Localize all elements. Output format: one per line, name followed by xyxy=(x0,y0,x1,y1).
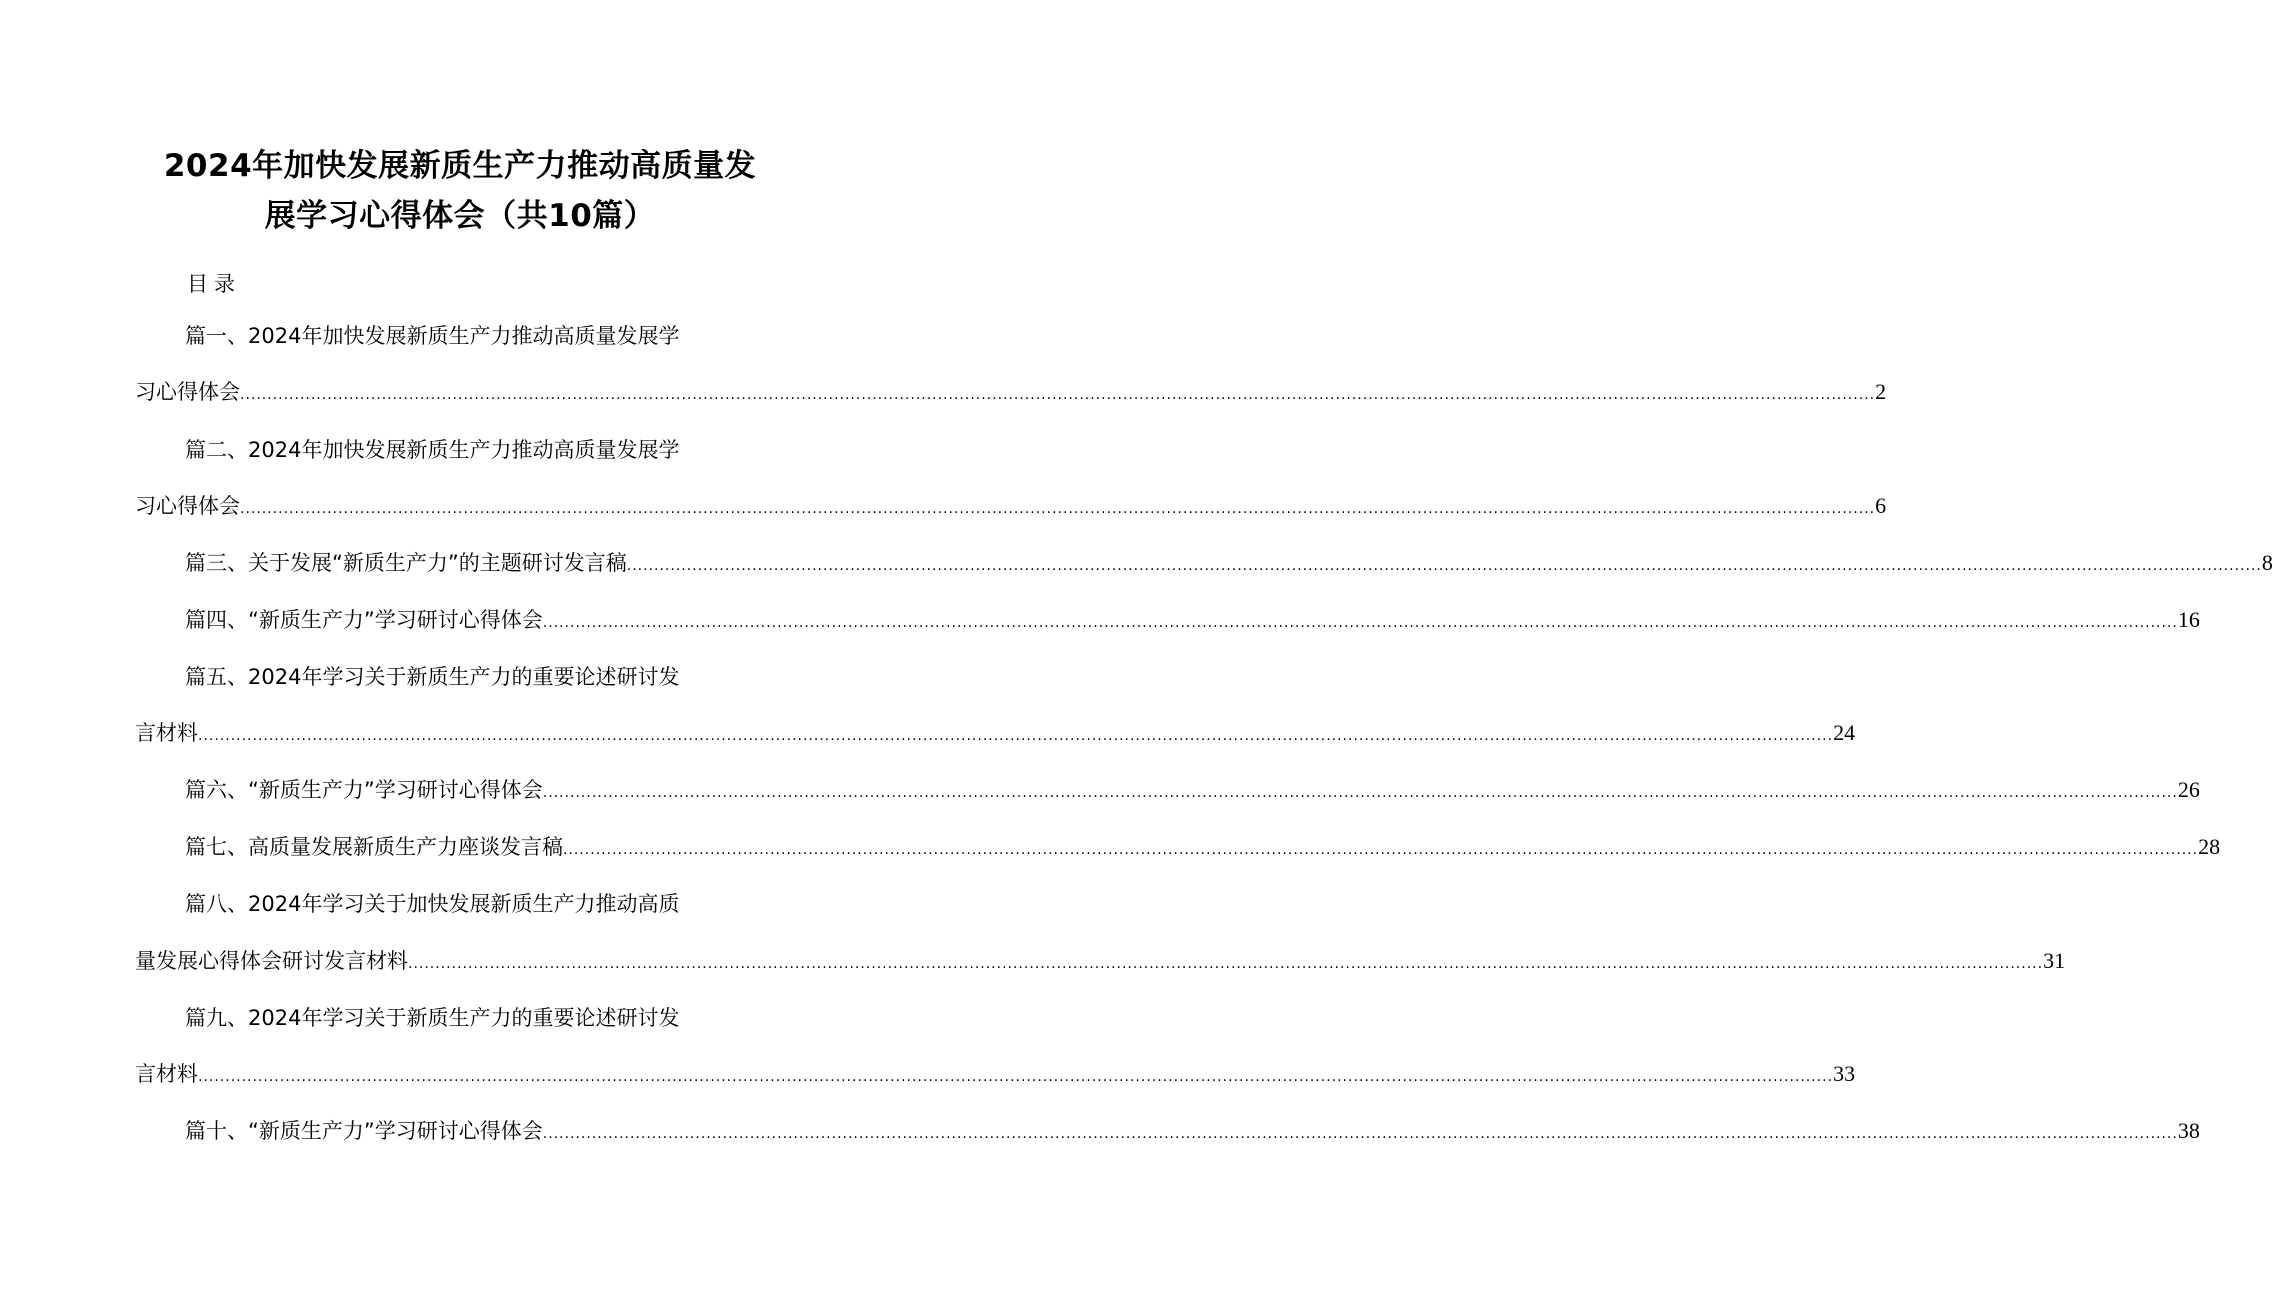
leader-dots: ............................................................................................................................................................................................................................................................................................................ xyxy=(198,1069,1834,1085)
toc-entry-7[interactable] xyxy=(185,832,2221,862)
toc-heading: 目录 xyxy=(187,272,241,296)
document-title-line-2: 展学习心得体会（共10篇） xyxy=(264,198,656,234)
toc-page-number: 28 xyxy=(2198,834,2221,859)
toc-page-number: 26 xyxy=(2177,777,2200,802)
document-title-line-1: 2024年加快发展新质生产力推动高质量发 xyxy=(163,148,757,184)
toc-entry-4[interactable] xyxy=(185,605,2200,635)
leader-dots: ............................................................................................................................................................................................................................................................................................................ xyxy=(240,387,1876,403)
toc-page-number: 8 xyxy=(2261,550,2273,575)
leader-dots: ............................................................................................................................................................................................................................................................................................................ xyxy=(626,558,2262,574)
toc-page-number: 31 xyxy=(2043,948,2066,973)
toc-entry-10[interactable] xyxy=(185,1116,2200,1146)
toc-page-number: 6 xyxy=(1875,493,1887,518)
toc-entry-5-line-1[interactable]: 篇五、2024年学习关于新质生产力的重要论述研讨发 xyxy=(185,665,680,689)
toc-entry-1-line-1[interactable]: 篇一、2024年加快发展新质生产力推动高质量发展学 xyxy=(185,324,680,348)
toc-entry-title: 量发展心得体会研讨发言材料 xyxy=(135,949,408,973)
toc-page-number: 16 xyxy=(2177,607,2200,632)
toc-entry-title: 言材料 xyxy=(135,1062,198,1086)
toc-entry-2-line-2[interactable] xyxy=(135,491,1887,521)
toc-entry-title: 篇七、高质量发展新质生产力座谈发言稿 xyxy=(185,835,563,859)
leader-dots: ............................................................................................................................................................................................................................................................................................................ xyxy=(563,842,2199,858)
toc-entry-title: 篇四、“新质生产力”学习研讨心得体会 xyxy=(185,608,543,632)
toc-entry-9-line-2[interactable] xyxy=(135,1059,1856,1089)
leader-dots: ............................................................................................................................................................................................................................................................................................................ xyxy=(542,1126,2178,1142)
toc-entry-title: 篇十、“新质生产力”学习研讨心得体会 xyxy=(185,1119,543,1143)
toc-entry-1-line-2[interactable] xyxy=(135,377,1887,407)
toc-entry-title: 篇六、“新质生产力”学习研讨心得体会 xyxy=(185,778,543,802)
toc-entry-8-line-1[interactable]: 篇八、2024年学习关于加快发展新质生产力推动高质 xyxy=(185,892,680,916)
toc-entry-9-line-1[interactable]: 篇九、2024年学习关于新质生产力的重要论述研讨发 xyxy=(185,1006,680,1030)
toc-page-number: 33 xyxy=(1833,1061,1856,1086)
toc-entry-8-line-2[interactable] xyxy=(135,946,2066,976)
toc-entry-5-line-2[interactable] xyxy=(135,718,1856,748)
toc-entry-3[interactable] xyxy=(185,548,2273,578)
leader-dots: ............................................................................................................................................................................................................................................................................................................ xyxy=(198,728,1834,744)
toc-entry-title: 习心得体会 xyxy=(135,380,240,404)
leader-dots: ............................................................................................................................................................................................................................................................................................................ xyxy=(542,615,2178,631)
leader-dots: ............................................................................................................................................................................................................................................................................................................ xyxy=(408,956,2044,972)
toc-entry-title: 习心得体会 xyxy=(135,494,240,518)
toc-entry-2-line-1[interactable]: 篇二、2024年加快发展新质生产力推动高质量发展学 xyxy=(185,438,680,462)
toc-page-number: 2 xyxy=(1875,379,1887,404)
toc-entry-6[interactable] xyxy=(185,775,2200,805)
leader-dots: ............................................................................................................................................................................................................................................................................................................ xyxy=(240,501,1876,517)
toc-entry-title: 言材料 xyxy=(135,721,198,745)
toc-page-number: 38 xyxy=(2177,1118,2200,1143)
toc-entry-title: 篇三、关于发展“新质生产力”的主题研讨发言稿 xyxy=(185,551,627,575)
leader-dots: ............................................................................................................................................................................................................................................................................................................ xyxy=(542,785,2178,801)
toc-page-number: 24 xyxy=(1833,720,1856,745)
